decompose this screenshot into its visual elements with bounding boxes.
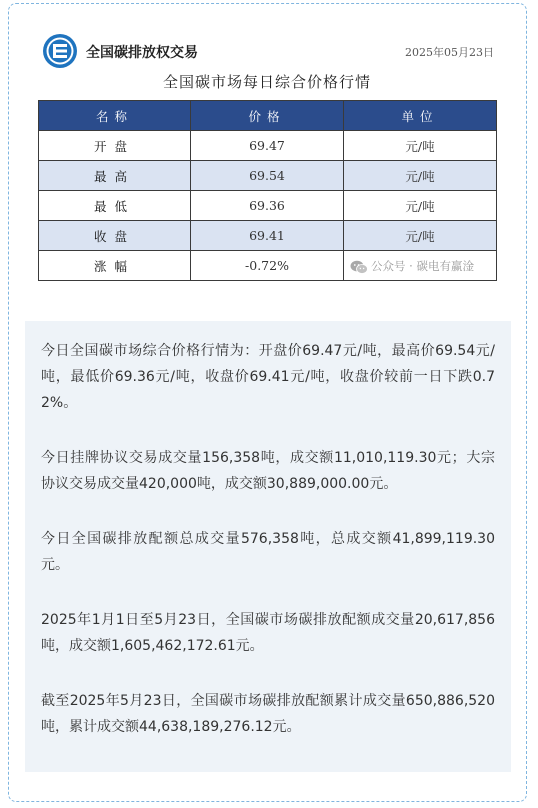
summary-paragraph: 截至2025年5月23日，全国碳市场碳排放配额累计成交量650,886,520吨，累计成交额44,638,189,276.12元。 bbox=[41, 693, 495, 735]
column-header-unit: 单位 bbox=[344, 101, 497, 131]
cets-logo-icon bbox=[42, 33, 78, 69]
row-unit: 元/吨 bbox=[344, 161, 497, 191]
table-title: 全国碳市场每日综合价格行情 bbox=[162, 73, 371, 91]
row-value: 69.47 bbox=[191, 131, 344, 161]
row-name: 涨幅 bbox=[39, 251, 191, 281]
report-date: 2025年05月23日 bbox=[405, 46, 494, 59]
row-unit: 元/吨 bbox=[344, 131, 497, 161]
row-value: 69.36 bbox=[191, 191, 344, 221]
summary-box bbox=[25, 321, 511, 772]
table-header-row bbox=[39, 101, 497, 131]
row-unit: 元/吨 bbox=[344, 191, 497, 221]
row-value: 69.54 bbox=[191, 161, 344, 191]
watermark bbox=[350, 258, 474, 274]
row-name: 最高 bbox=[39, 161, 191, 191]
table-row bbox=[39, 161, 497, 191]
summary-paragraph: 今日全国碳排放配额总成交量576,358吨，总成交额41,899,119.30元。 bbox=[41, 531, 495, 573]
row-value: -0.72% bbox=[191, 251, 344, 281]
column-header-price: 价格 bbox=[191, 101, 344, 131]
row-value: 69.41 bbox=[191, 221, 344, 251]
org-name: 全国碳排放权交易 bbox=[86, 45, 198, 61]
column-header-name: 名称 bbox=[39, 101, 191, 131]
table-row bbox=[39, 221, 497, 251]
row-unit: 元/吨 bbox=[344, 221, 497, 251]
wechat-icon bbox=[350, 260, 368, 274]
summary-paragraph: 2025年1月1日至5月23日，全国碳市场碳排放配额成交量20,617,856吨，成交额1,605,462,172.61元。 bbox=[41, 612, 495, 654]
price-table bbox=[38, 100, 497, 281]
header bbox=[42, 33, 502, 71]
row-name: 收盘 bbox=[39, 221, 191, 251]
summary-paragraph: 今日挂牌协议交易成交量156,358吨，成交额11,010,119.30元；大宗协议交易成交量420,000吨，成交额30,889,000.00元。 bbox=[41, 450, 495, 492]
table-row bbox=[39, 191, 497, 221]
summary-paragraph: 今日全国碳市场综合价格行情为：开盘价69.47元/吨，最高价69.54元/吨，最低价69.36元/吨，收盘价69.41元/吨，收盘价较前一日下跌0.72%。 bbox=[41, 343, 495, 411]
watermark-text: 公众号 · 碳电有赢淦 bbox=[371, 259, 474, 273]
row-name: 最低 bbox=[39, 191, 191, 221]
row-name: 开盘 bbox=[39, 131, 191, 161]
table-row bbox=[39, 131, 497, 161]
